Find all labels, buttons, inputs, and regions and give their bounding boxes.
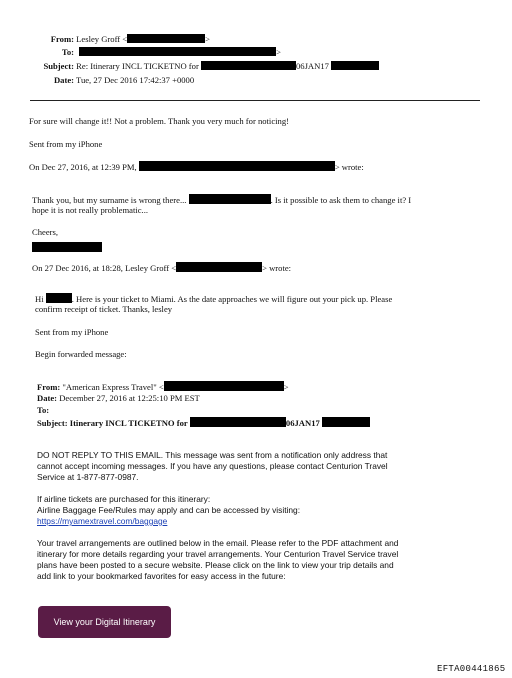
arrangements-line4: add link to your bookmarked favorites for easy access in the future:: [37, 571, 286, 581]
date-label: Date:: [53, 75, 74, 85]
arrangements-line1: Your travel arrangements are outlined below in the email. Please refer to the PDF attachment and: [37, 538, 399, 548]
notice-line2: cannot accept incoming messages. If you have any questions, please contact Centurion Travel: [37, 461, 388, 471]
header-from-row: From: Lesley Groff < >: [22, 34, 210, 45]
redaction: [190, 417, 286, 427]
redaction: [164, 381, 284, 391]
from-label: From:: [50, 34, 74, 44]
fwd-to-label: To:: [37, 405, 50, 415]
view-itinerary-button[interactable]: View your Digital Itinerary: [38, 606, 171, 638]
begin-forwarded: Begin forwarded message:: [35, 349, 127, 359]
subject-value: Re: Itinerary INCL TICKETNO for: [76, 61, 199, 71]
redaction: [139, 161, 335, 171]
date-value: Tue, 27 Dec 2016 17:42:37 +0000: [76, 75, 195, 85]
cheers: Cheers,: [32, 227, 59, 237]
redaction: [201, 61, 296, 70]
redaction: [189, 194, 271, 204]
subject-label: Subject:: [43, 61, 74, 71]
redaction: [127, 34, 205, 43]
airline-line1: If airline tickets are purchased for this itinerary:: [37, 494, 211, 504]
fwd-subject-row: Subject: Itinerary INCL TICKETNO for 06JAN17: [37, 417, 370, 429]
header-date-row: [22, 75, 194, 86]
document-id: EFTA00441865: [437, 664, 506, 674]
to-label: To:: [61, 47, 74, 57]
fwd-to-row: [37, 405, 49, 416]
ticket-line2: confirm receipt of ticket. Thanks, lesley: [35, 304, 173, 314]
header-subject-row: [22, 61, 379, 72]
redaction: [46, 293, 72, 303]
redaction: [176, 262, 262, 272]
subject-tag: 06JAN17: [295, 61, 329, 71]
quote1-line2: hope it is not really problematic...: [32, 205, 148, 215]
fwd-date-label: Date:: [37, 393, 58, 403]
on-wrote-line: On Dec 27, 2016, at 12:39 PM, > wrote:: [29, 162, 364, 172]
notice-line3: Service at 1-877-877-0987.: [37, 472, 139, 482]
arrangements-line3: plans have been posted to a secure website. Please click on the link to view your trip details and: [37, 560, 394, 570]
signature-redaction: [32, 238, 102, 256]
sent-from: Sent from my iPhone: [29, 139, 103, 149]
on2-wrote-line: On 27 Dec 2016, at 18:28, Lesley Groff < > wrote:: [32, 263, 292, 273]
arrangements-line2: itinerary for more details regarding your travel arrangements. Your Centurion Travel Service travel: [37, 549, 399, 559]
redaction: [322, 417, 370, 427]
fwd-from-label: From:: [37, 382, 61, 392]
sent-from-2: Sent from my iPhone: [35, 327, 109, 337]
quote1-line1: Thank you, but my surname is wrong there... . Is it possible to ask them to change it? I: [32, 195, 412, 205]
airline-line2: Airline Baggage Fee/Rules may apply and can be accessed by visiting:: [37, 505, 301, 515]
header-to-row: To: >: [22, 47, 281, 58]
redaction: [331, 61, 379, 70]
fwd-from-row: From: "American Express Travel" < >: [37, 382, 289, 392]
baggage-link[interactable]: https://myamextravel.com/baggage: [37, 516, 168, 526]
reply-line: For sure will change it!! Not a problem. Thank you very much for noticing!: [29, 116, 289, 126]
header-divider: [30, 100, 480, 101]
ticket-line1: Hi . Here is your ticket to Miami. As the date approaches we will figure out your pick up. Please: [35, 294, 393, 304]
fwd-subject-label: Subject:: [37, 418, 68, 428]
redaction: [79, 47, 276, 56]
fwd-date-row: Date: December 27, 2016 at 12:25:10 PM EST: [37, 393, 200, 403]
notice-line1: DO NOT REPLY TO THIS EMAIL. This message was sent from a notification only address that: [37, 450, 388, 460]
from-value: Lesley Groff <: [76, 34, 128, 44]
